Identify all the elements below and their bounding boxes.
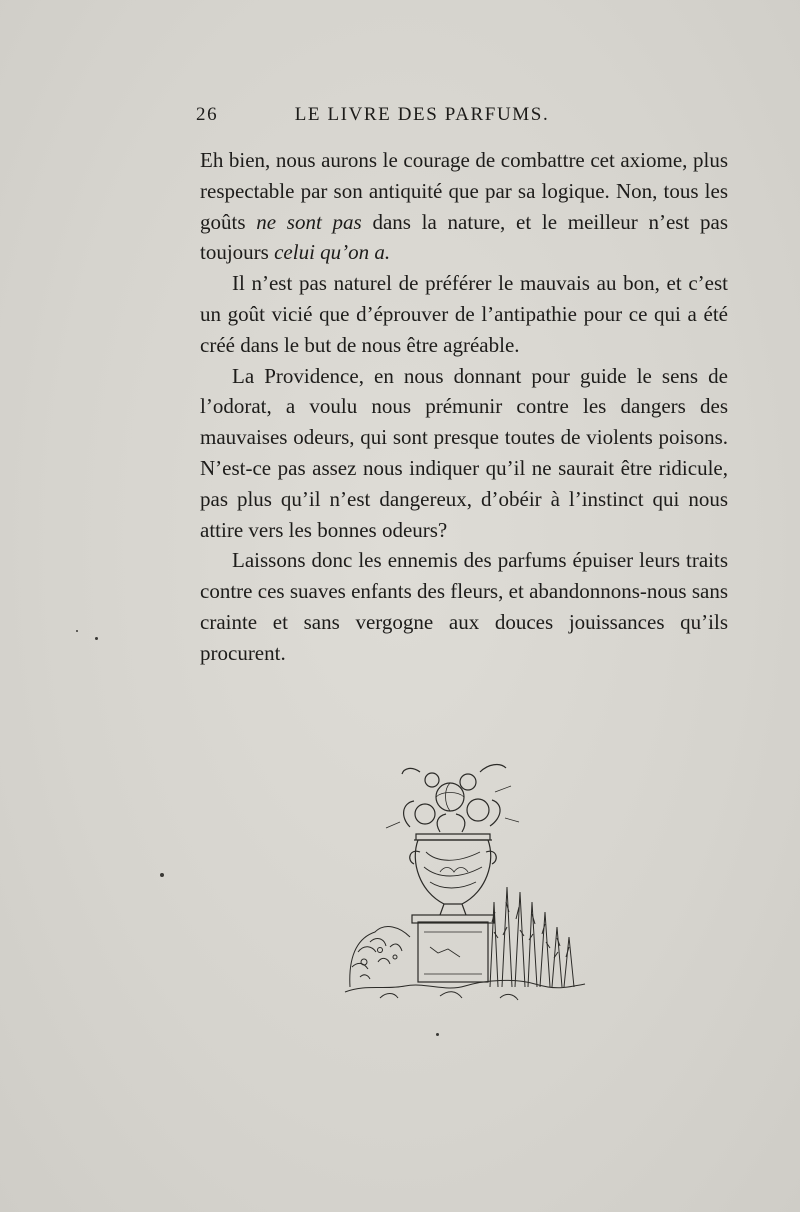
- text-run: Eh bien, nous aurons le courage de combattre cet axiome, plus respectable par son antiquité que par sa logique. Non, tous les goûts: [200, 148, 728, 234]
- flower-bouquet: [386, 765, 519, 832]
- urn: [410, 834, 497, 915]
- cypress-trees: [490, 887, 574, 987]
- running-title: LE LIVRE DES PARFUMS.: [294, 104, 550, 125]
- paragraph: [200, 268, 728, 360]
- text-run: Il n’est pas naturel de préférer le mauvais au bon, et c’est un goût vicié que d’éprouver de l’antipathie pour ce qui a été créé dans le but de nous être agréable.: [200, 271, 728, 357]
- italic-phrase: celui qu’on a.: [274, 240, 391, 265]
- italic-phrase: ne sont pas: [256, 209, 362, 234]
- left-foliage: [350, 927, 410, 987]
- urn-with-flowers-engraving-icon: [340, 752, 590, 1002]
- paragraph: [200, 545, 728, 668]
- ink-speck: [436, 1033, 439, 1036]
- paragraph: [200, 361, 728, 546]
- ink-speck: [160, 873, 164, 877]
- text-run: La Providence, en nous donnant pour guide le sens de l’odorat, a voulu nous prémunir contre les dangers des mauvaises odeurs, qui sont presque toutes de violents poisons. N’est-ce pas assez nous indiquer qu’il ne saurait être ridicule, pas plus qu’il n’est dangereux, d’obéir à l’instinct qui nous attire vers les bonnes odeurs?: [200, 363, 728, 542]
- body-text: [200, 145, 728, 669]
- text-run: Laissons donc les ennemis des parfums épuiser leurs traits contre ces suaves enfants des fleurs, et abandonnons-nous sans crainte et sans vergogne aux douces jouissances qu’ils procurent.: [200, 548, 728, 665]
- paragraph: [200, 145, 728, 268]
- text-run: dans la nature, et le meilleur n’est pas toujours: [200, 209, 729, 265]
- ink-speck: [76, 630, 78, 632]
- page-number: 26: [196, 104, 219, 125]
- ink-speck: [95, 637, 98, 640]
- pedestal: [412, 915, 494, 982]
- ground-scrollwork: [345, 980, 585, 1000]
